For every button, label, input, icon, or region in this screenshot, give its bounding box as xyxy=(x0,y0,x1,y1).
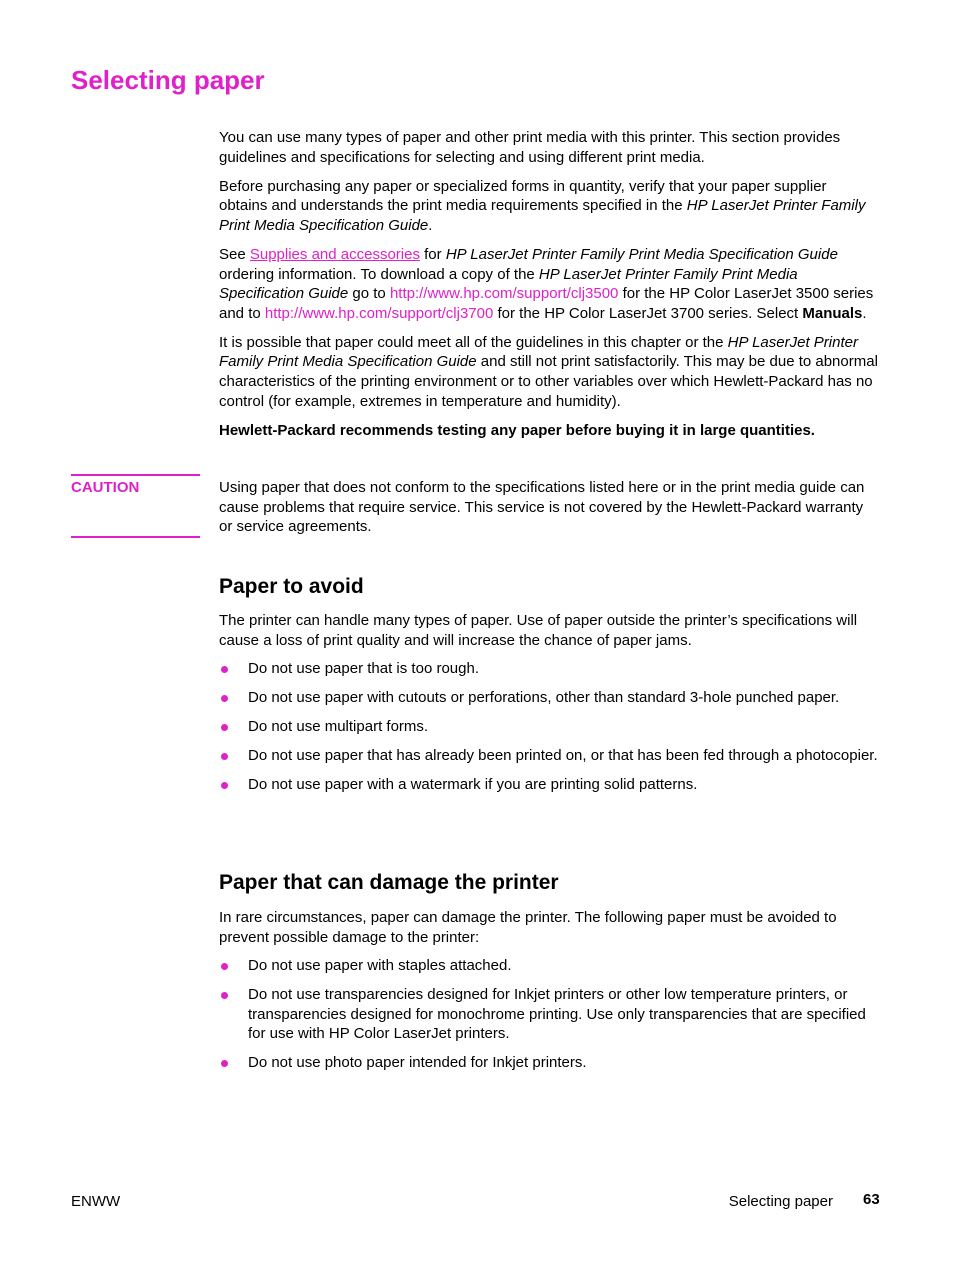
recommendation-note: Hewlett-Packard recommends testing any paper before buying it in large quantities. xyxy=(219,421,815,439)
list-item xyxy=(219,956,879,976)
bullet-icon xyxy=(221,782,228,789)
list-item xyxy=(219,717,879,737)
list-item xyxy=(219,775,879,795)
list-item xyxy=(219,1053,879,1073)
intro-section xyxy=(219,128,879,440)
bullet-icon xyxy=(221,753,228,760)
list-item-text: Do not use paper with staples attached. xyxy=(248,957,512,974)
text-run: go to xyxy=(348,285,390,303)
text-run: for the HP Color LaserJet 3500 series and to xyxy=(219,285,874,322)
footer-left: ENWW xyxy=(71,1193,121,1210)
page-title: Selecting paper xyxy=(71,65,265,95)
paper-damage-intro: In rare circumstances, paper can damage the printer. The following paper must be avoided to prevent possible damage to the printer: xyxy=(219,909,837,946)
supplies-link[interactable]: Supplies and accessories xyxy=(249,245,420,263)
text-run: and still not print satisfactorily. This may be due to abnormal characteristics of the printing environment or to other variables over which Hewlett-Packard has no control (for example, extremes in temperature and humidity). xyxy=(219,353,878,410)
list-item xyxy=(219,985,879,1044)
text-run: . xyxy=(428,216,433,234)
text-run: for xyxy=(419,245,446,263)
list-item-text: Do not use paper with cutouts or perforations, other than standard 3-hole punched paper. xyxy=(248,689,840,707)
intro-paragraph-4 xyxy=(219,333,879,411)
manuals-label: Manuals xyxy=(802,304,863,322)
text-run: It is possible that paper could meet all of the guidelines in this chapter or the xyxy=(219,333,728,351)
paper-damage-heading: Paper that can damage the printer xyxy=(219,871,559,894)
text-run: for the HP Color LaserJet 3700 series. Select xyxy=(493,304,803,322)
list-item xyxy=(219,688,879,708)
clj3500-link[interactable]: http://www.hp.com/support/clj3500 xyxy=(389,285,619,303)
bullet-icon xyxy=(221,963,228,970)
list-item xyxy=(219,746,879,766)
page-number: 63 xyxy=(863,1191,880,1208)
intro-paragraph-1: You can use many types of paper and other print media with this printer. This section provides guidelines and specifications for selecting and using different print media. xyxy=(219,129,841,166)
text-run: Before purchasing any paper or specialized forms in quantity, verify that your paper supplier obtains and understands the print media requirements specified in the xyxy=(219,177,827,215)
intro-paragraph-3 xyxy=(219,245,879,323)
footer-section: Selecting paper xyxy=(728,1193,833,1210)
list-item-text: Do not use paper that has already been printed on, or that has been fed through a photocopier. xyxy=(248,747,878,765)
paper-damage-list xyxy=(219,956,879,1082)
guide-title: HP LaserJet Printer Family Print Media Specification Guide xyxy=(219,197,866,234)
list-item-text: Do not use photo paper intended for Inkjet printers. xyxy=(248,1054,587,1072)
list-item-text: Do not use multipart forms. xyxy=(248,718,429,736)
bullet-icon xyxy=(221,666,228,673)
intro-paragraph-2 xyxy=(219,177,879,236)
paper-to-avoid-heading: Paper to avoid xyxy=(219,575,364,598)
caution-text: Using paper that does not conform to the specifications listed here or in the print media guide can cause problems that require service. This service is not covered by the Hewlett-Packard warranty or service agreements. xyxy=(219,479,865,536)
bullet-icon xyxy=(221,724,228,731)
clj3700-link[interactable]: http://www.hp.com/support/clj3700 xyxy=(264,304,494,322)
text-run: See xyxy=(219,245,250,263)
bullet-icon xyxy=(221,992,228,999)
caution-top-rule xyxy=(71,474,200,476)
paper-to-avoid-intro: The printer can handle many types of paper. Use of paper outside the printer’s specifications will cause a loss of print quality and will increase the chance of paper jams. xyxy=(219,612,858,649)
list-item-text: Do not use transparencies designed for Inkjet printers or other low temperature printers, or transparencies designed for monochrome printing. Use only transparencies that are specified for use with HP Color LaserJet printers. xyxy=(248,986,866,1043)
list-item xyxy=(219,659,879,679)
paper-to-avoid-list xyxy=(219,659,879,804)
list-item-text: Do not use paper with a watermark if you are printing solid patterns. xyxy=(248,776,698,794)
bullet-icon xyxy=(221,695,228,702)
text-run: . xyxy=(862,304,867,322)
caution-label: CAUTION xyxy=(71,479,140,496)
text-run: ordering information. To download a copy of the xyxy=(219,265,539,283)
guide-title: HP LaserJet Printer Family Print Media Specification Guide xyxy=(219,333,858,371)
guide-title: HP LaserJet Printer Family Print Media Specification Guide xyxy=(219,265,798,303)
bullet-icon xyxy=(221,1060,228,1067)
guide-title: HP LaserJet Printer Family Print Media Specification Guide xyxy=(445,245,838,263)
list-item-text: Do not use paper that is too rough. xyxy=(248,660,479,677)
caution-bottom-rule xyxy=(71,536,200,538)
